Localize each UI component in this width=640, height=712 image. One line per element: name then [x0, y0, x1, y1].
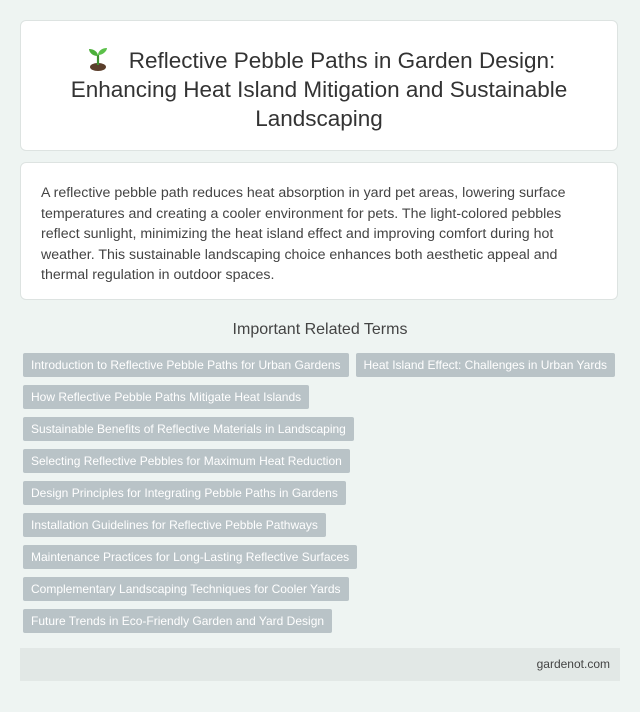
tag-row — [23, 353, 623, 377]
description-text: A reflective pebble path reduces heat absorption in yard pet areas, lowering surface temperatures and creating a cooler environment for pets. The light-colored pebbles reflect sunlight, minimizing the heat island effect and improving comfort during hot weather. This sustainable landscaping choice enhances both aesthetic appeal and thermal regulation in outdoor spaces. — [41, 185, 566, 283]
tag-row — [23, 449, 623, 473]
description-card — [20, 162, 618, 300]
related-term-tag[interactable]: Introduction to Reflective Pebble Paths for Urban Gardens — [23, 353, 349, 377]
related-term-tag[interactable]: Heat Island Effect: Challenges in Urban Yards — [356, 353, 615, 377]
page-title-text: Reflective Pebble Paths in Garden Design: Enhancing Heat Island Mitigation and Sustainable Landscaping — [70, 48, 568, 131]
tag-row — [23, 385, 623, 409]
related-term-tag[interactable]: Installation Guidelines for Reflective Pebble Pathways — [23, 513, 326, 537]
related-term-tag[interactable]: Maintenance Practices for Long-Lasting Reflective Surfaces — [23, 545, 357, 569]
related-term-tag[interactable]: Future Trends in Eco-Friendly Garden and Yard Design — [23, 609, 332, 633]
footer-site-link[interactable]: gardenot.com — [536, 657, 610, 671]
tag-row — [23, 513, 623, 537]
title-wrap — [21, 45, 617, 133]
tag-row — [23, 609, 623, 633]
title-card — [20, 20, 618, 151]
footer-bar — [20, 648, 620, 681]
tag-row — [23, 577, 623, 601]
related-term-tag[interactable]: How Reflective Pebble Paths Mitigate Heat Islands — [23, 385, 309, 409]
tag-row — [23, 545, 623, 569]
related-term-tag[interactable]: Sustainable Benefits of Reflective Materials in Landscaping — [23, 417, 354, 441]
related-terms-list — [23, 353, 623, 641]
tag-row — [23, 417, 623, 441]
tag-row — [23, 481, 623, 505]
page-title — [41, 45, 597, 133]
sprout-icon — [83, 45, 113, 71]
related-term-tag[interactable]: Selecting Reflective Pebbles for Maximum Heat Reduction — [23, 449, 350, 473]
related-term-tag[interactable]: Complementary Landscaping Techniques for Cooler Yards — [23, 577, 349, 601]
related-terms-heading: Important Related Terms — [232, 321, 408, 338]
related-term-tag[interactable]: Design Principles for Integrating Pebble Paths in Gardens — [23, 481, 346, 505]
